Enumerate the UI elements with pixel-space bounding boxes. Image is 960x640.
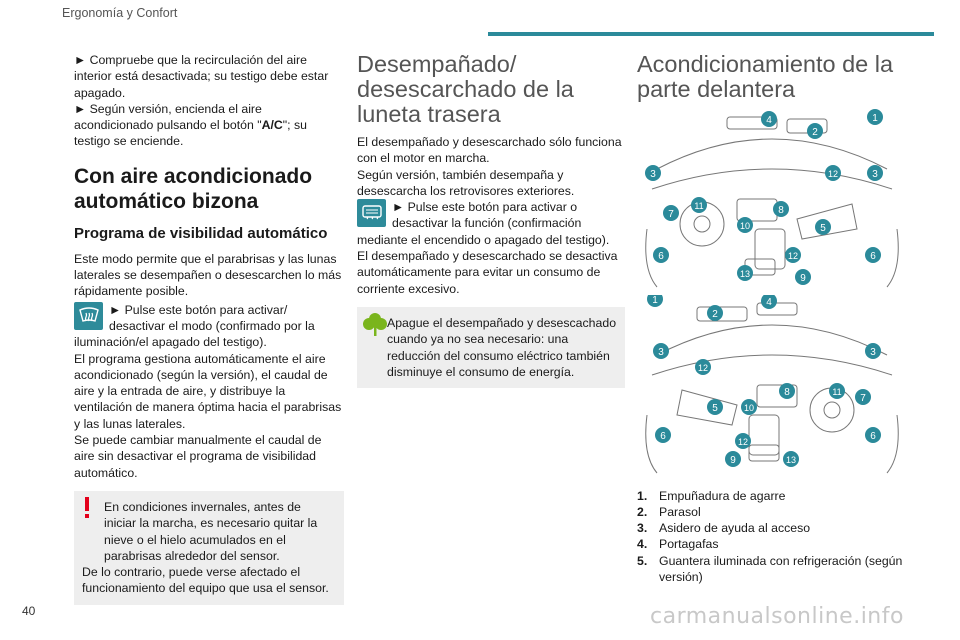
svg-text:13: 13	[739, 269, 751, 279]
svg-text:9: 9	[730, 455, 736, 467]
svg-text:10: 10	[739, 221, 751, 231]
svg-text:12: 12	[737, 437, 749, 448]
list-item: 1. Empuñadura de agarre	[637, 488, 786, 503]
para-auto-off: El desempañado y desescarchado se desactiva automáticamente para evitar un consumo de corriente excesivo.	[357, 249, 618, 296]
column-left: ► Compruebe que la recirculación del aire interior está desactivada; su testigo debe estar apagado. ► Según versión, encienda el aire acondicionado pulsando el botón "A/C"; su testigo se enciende. Con aire acondicionado automático bizona Programa de visibilidad automático Este modo permite que el parabrisas y las lunas laterales se desempañen o desescarchen lo más rápidamente posible. ► Pulse este botón para activar/ desactivar el modo (confirmado por la iluminación/el apagado del testigo). El programa gestiona automáticamente el aire acondicionado (según la versión), el caudal de aire y la entrada de aire, y distribuye la ventilación de manera óptima hacia el parabrisas y las lunas laterales. Se puede cambiar manualmente el caudal de aire sin desactivar el programa de visibilidad automático. En condiciones invernales, antes de iniciar la marcha, es necesario quitar la nieve o el hielo acumulados en el parabrisas alrededor del sensor. De lo contrario, puede verse afectado el funcionamiento del equipo que usa el sensor.	[74, 52, 344, 605]
para-program: El programa gestiona automáticamente el aire acondicionado (según la versión), el caudal de aire y la entrada de aire, y distribuye la ventilación de manera óptima hacia el parabrisas y las lunas laterales.	[74, 351, 342, 431]
svg-text:4: 4	[766, 297, 772, 309]
column-right	[637, 52, 907, 585]
ac-label: A/C	[261, 118, 283, 133]
svg-text:8: 8	[784, 387, 790, 399]
svg-text:1: 1	[652, 295, 658, 307]
leaf-icon	[363, 311, 387, 341]
list-item: 5. Guantera iluminada con refrigeración (según versión)	[637, 553, 903, 585]
svg-text:11: 11	[832, 387, 842, 398]
section-title: Ergonomía y Confort	[62, 6, 178, 20]
svg-text:9: 9	[800, 273, 806, 284]
para-mirrors: Según versión, también desempaña y desescarcha los retrovisores exteriores.	[357, 167, 575, 198]
cabin-diagram-lhd	[637, 109, 907, 289]
svg-text:12: 12	[697, 363, 709, 374]
column-middle: Desempañado/ desescarchado de la luneta trasera El desempañado y desescarchado sólo funciona con el motor en marcha. Según versión, también desempaña y desescarcha los retrovisores exteriores. ► Pulse este botón para activar o desactivar la función (confirmación mediante el encendido o apagado del testigo). El desempañado y desescarchado se desactiva automáticamente para evitar un consumo de corriente excesivo. Apague el desempañado y desescachado cuando ya no sea necesario: una reducción del consumo eléctrico también disminuye el consumo de energía.	[357, 52, 625, 388]
header-accent-bar	[488, 32, 934, 36]
svg-text:4: 4	[766, 115, 772, 126]
para-manual-flow: Se puede cambiar manualmente el caudal de aire sin desactivar el programa de visibilidad automático.	[74, 433, 322, 480]
svg-text:5: 5	[820, 223, 826, 234]
heading-bizona: Con aire acondicionado automático bizona	[74, 164, 313, 213]
bullet-recirculation: ► Compruebe que la recirculación del aire interior está desactivada; su testigo debe estar apagado.	[74, 53, 329, 100]
svg-text:3: 3	[650, 169, 656, 180]
svg-text:1: 1	[872, 113, 878, 124]
svg-text:3: 3	[872, 169, 878, 180]
svg-text:2: 2	[712, 309, 718, 321]
eco-box: Apague el desempañado y desescachado cuando ya no sea necesario: una reducción del consumo eléctrico también disminuye el consumo de energía.	[357, 307, 625, 388]
bullet-ac-button: ► Según versión, encienda el aire acondicionado pulsando el botón "A/C"; su testigo se enciende.	[74, 101, 307, 149]
cabin-diagram-rhd	[637, 295, 907, 475]
svg-text:6: 6	[660, 431, 666, 443]
page-number: 40	[22, 604, 36, 618]
svg-text:2: 2	[812, 127, 818, 138]
subheading-visibility: Programa de visibilidad automático	[74, 224, 328, 242]
heading-rear-defrost: Desempañado/ desescarchado de la luneta trasera	[357, 51, 574, 127]
svg-text:6: 6	[870, 431, 876, 443]
warning-icon	[82, 497, 92, 523]
heading-front: Acondicionamiento de la parte delantera	[637, 51, 894, 102]
rear-window-defrost-icon	[357, 199, 386, 227]
svg-text:10: 10	[743, 403, 755, 414]
svg-text:7: 7	[668, 209, 674, 220]
legend-list	[637, 488, 907, 586]
visibility-button-instruction: ► Pulse este botón para activar/ desactivar el modo (confirmado por la	[74, 302, 344, 335]
para-engine-running: El desempañado y desescarchado sólo funciona con el motor en marcha.	[357, 135, 622, 166]
svg-text:6: 6	[870, 251, 876, 262]
para-visibility-mode: Este modo permite que el parabrisas y las lunas laterales se desempañen o desescarchen lo más rápidamente posible.	[74, 251, 342, 299]
svg-text:13: 13	[785, 455, 797, 466]
svg-text:11: 11	[694, 201, 704, 211]
diagram2-markers	[647, 295, 881, 467]
watermark-link[interactable]: carmanualsonline.info	[650, 604, 904, 629]
list-item: 3. Asidero de ayuda al acceso	[637, 521, 811, 536]
list-item: 2. Parasol	[637, 504, 701, 519]
rear-defrost-instruction: ► Pulse este botón para activar o desactivar la función (confirmación	[357, 199, 625, 232]
svg-text:7: 7	[860, 393, 866, 405]
warning-box: En condiciones invernales, antes de iniciar la marcha, es necesario quitar la nieve o el hielo acumulados en el parabrisas alrededor del sensor. De lo contrario, puede verse afectado el funcionamiento del equipo que usa el sensor.	[74, 491, 344, 605]
svg-text:3: 3	[658, 347, 664, 359]
svg-text:12: 12	[787, 251, 799, 261]
svg-text:5: 5	[712, 403, 718, 415]
list-item: 4. Portagafas	[637, 537, 719, 552]
svg-text:8: 8	[778, 205, 784, 216]
windshield-defrost-icon	[74, 302, 103, 330]
svg-text:6: 6	[658, 251, 664, 262]
svg-text:3: 3	[870, 347, 876, 359]
svg-text:12: 12	[827, 169, 839, 179]
